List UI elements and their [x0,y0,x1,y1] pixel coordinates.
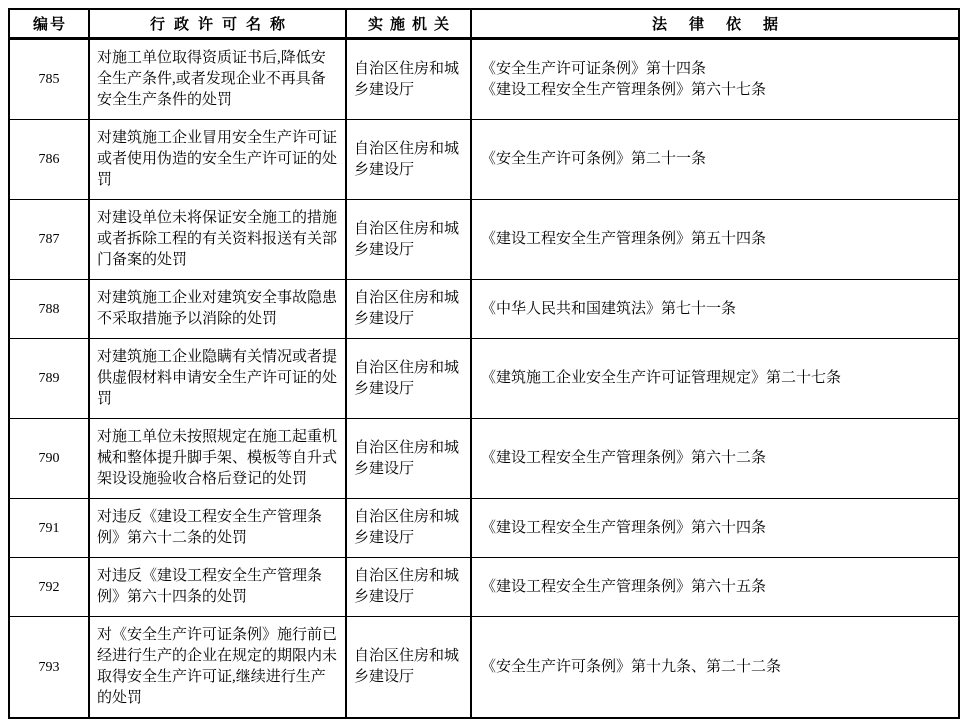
legal-basis [471,280,959,339]
table-row [9,280,959,339]
permit-table [8,8,960,719]
permit-id: 787 [9,200,89,280]
legal-basis [471,558,959,617]
legal-basis-line: 《建设工程安全生产管理条例》第六十二条 [481,450,767,466]
legal-basis [471,617,959,719]
legal-basis-line: 《建设工程安全生产管理条例》第五十四条 [481,231,767,247]
permit-id: 791 [9,499,89,558]
permit-id: 792 [9,558,89,617]
legal-basis-line: 《安全生产许可条例》第二十一条 [481,151,707,167]
permit-id: 785 [9,39,89,120]
permit-name: 对违反《建设工程安全生产管理条例》第六十二条的处罚 [89,499,346,558]
legal-basis-line: 《建设工程安全生产管理条例》第六十五条 [481,578,767,595]
legal-basis-line: 《安全生产许可条例》第十九条、第二十二条 [481,658,782,675]
permit-name: 对施工单位取得资质证书后,降低安全生产条件,或者发现企业不再具备安全生产条件的处罚 [89,39,346,120]
implementing-agency: 自治区住房和城乡建设厅 [346,499,471,558]
legal-basis-line: 《建筑施工企业安全生产许可证管理规定》第二十七条 [481,370,842,386]
legal-basis [471,39,959,120]
permit-id: 790 [9,419,89,499]
implementing-agency: 自治区住房和城乡建设厅 [346,39,471,120]
table-row [9,617,959,719]
legal-basis [471,419,959,499]
permit-id: 789 [9,339,89,419]
implementing-agency: 自治区住房和城乡建设厅 [346,120,471,200]
table-row [9,339,959,419]
implementing-agency: 自治区住房和城乡建设厅 [346,339,471,419]
permit-id: 793 [9,617,89,719]
permit-id: 788 [9,280,89,339]
permit-name: 对施工单位未按照规定在施工起重机械和整体提升脚手架、模板等自升式架设设施验收合格后登记的处罚 [89,419,346,499]
implementing-agency: 自治区住房和城乡建设厅 [346,558,471,617]
col-header-permit-name: 行政许可名称 [89,9,346,39]
implementing-agency: 自治区住房和城乡建设厅 [346,419,471,499]
table-row [9,558,959,617]
permit-name: 对违反《建设工程安全生产管理条例》第六十四条的处罚 [89,558,346,617]
legal-basis [471,120,959,200]
col-header-id: 编号 [9,9,89,39]
permit-id: 786 [9,120,89,200]
legal-basis [471,200,959,280]
header-row [9,9,959,39]
table-row [9,120,959,200]
table-row [9,200,959,280]
table-row [9,499,959,558]
legal-basis-line: 《建设工程安全生产管理条例》第六十四条 [481,519,767,536]
legal-basis-line: 《安全生产许可证条例》第十四条 [481,60,707,77]
permit-name: 对《安全生产许可证条例》施行前已经进行生产的企业在规定的期限内未取得安全生产许可证,继续进行生产的处罚 [89,617,346,719]
legal-basis-line: 《中华人民共和国建筑法》第七十一条 [481,300,737,317]
table-header [9,9,959,39]
table-body [9,39,959,719]
table-row [9,419,959,499]
legal-basis [471,339,959,419]
permit-name: 对建筑施工企业对建筑安全事故隐患不采取措施予以消除的处罚 [89,280,346,339]
col-header-legal-basis: 法律依据 [471,9,959,39]
permit-name: 对建设单位未将保证安全施工的措施或者拆除工程的有关资料报送有关部门备案的处罚 [89,200,346,280]
implementing-agency: 自治区住房和城乡建设厅 [346,280,471,339]
permit-name: 对建筑施工企业隐瞒有关情况或者提供虚假材料申请安全生产许可证的处罚 [89,339,346,419]
legal-basis [471,499,959,558]
table-row [9,39,959,120]
implementing-agency: 自治区住房和城乡建设厅 [346,200,471,280]
legal-basis-line: 《建设工程安全生产管理条例》第六十七条 [481,81,767,98]
implementing-agency: 自治区住房和城乡建设厅 [346,617,471,719]
col-header-agency: 实施机关 [346,9,471,39]
permit-name: 对建筑施工企业冒用安全生产许可证或者使用伪造的安全生产许可证的处罚 [89,120,346,200]
